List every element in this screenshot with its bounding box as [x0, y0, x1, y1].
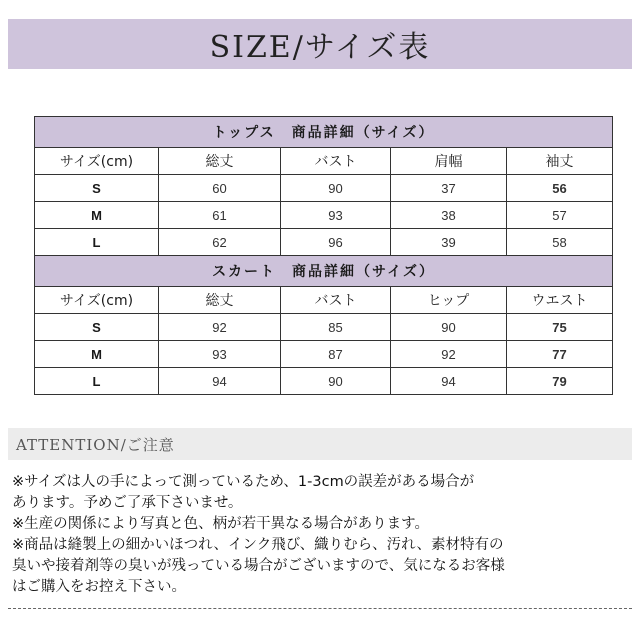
value-cell: 37: [391, 175, 507, 202]
table-row: [35, 314, 613, 341]
note-line: あります。予めご了承下さいませ。: [12, 495, 243, 511]
value-cell: 94: [391, 368, 507, 395]
value-cell: 75: [507, 314, 613, 341]
attention-header: [8, 428, 632, 460]
value-cell: 56: [507, 175, 613, 202]
tops-section-row: [35, 117, 613, 148]
column-header: ヒップ: [391, 287, 507, 314]
size-cell: L: [35, 229, 159, 256]
value-cell: 92: [159, 314, 281, 341]
column-header: ウエスト: [507, 287, 613, 314]
table-row: [35, 202, 613, 229]
column-header: 総丈: [159, 287, 281, 314]
note-line: ※生産の関係により写真と色、柄が若干異なる場合があります。: [12, 516, 429, 532]
column-header: バスト: [281, 287, 391, 314]
value-cell: 61: [159, 202, 281, 229]
value-cell: 57: [507, 202, 613, 229]
size-cell: M: [35, 202, 159, 229]
size-cell: S: [35, 175, 159, 202]
value-cell: 92: [391, 341, 507, 368]
page-title: SIZE/サイズ表: [209, 30, 431, 65]
size-cell: M: [35, 341, 159, 368]
tops-section-title: トップス 商品詳細（サイズ）: [35, 117, 613, 148]
value-cell: 77: [507, 341, 613, 368]
size-table: [34, 116, 613, 395]
size-cell: L: [35, 368, 159, 395]
value-cell: 90: [281, 368, 391, 395]
column-header: サイズ(cm): [35, 287, 159, 314]
column-header: 総丈: [159, 148, 281, 175]
value-cell: 62: [159, 229, 281, 256]
tops-header-row: [35, 148, 613, 175]
column-header: 袖丈: [507, 148, 613, 175]
table-row: [35, 368, 613, 395]
value-cell: 90: [391, 314, 507, 341]
column-header: サイズ(cm): [35, 148, 159, 175]
value-cell: 93: [159, 341, 281, 368]
skirt-header-row: [35, 287, 613, 314]
value-cell: 93: [281, 202, 391, 229]
value-cell: 79: [507, 368, 613, 395]
note-line: はご購入をお控え下さい。: [12, 579, 186, 595]
value-cell: 87: [281, 341, 391, 368]
table-row: [35, 229, 613, 256]
table-row: [35, 175, 613, 202]
value-cell: 60: [159, 175, 281, 202]
note-line: ※サイズは人の手によって測っているため、1-3cmの誤差がある場合が: [12, 474, 475, 490]
column-header: バスト: [281, 148, 391, 175]
note-line: ※商品は縫製上の細かいほつれ、インク飛び、織りむら、汚れ、素材特有の: [12, 537, 504, 553]
size-cell: S: [35, 314, 159, 341]
attention-title: ATTENTION/ご注意: [16, 435, 175, 454]
value-cell: 85: [281, 314, 391, 341]
column-header: 肩幅: [391, 148, 507, 175]
skirt-section-row: [35, 256, 613, 287]
note-line: 臭いや接着剤等の臭いが残っている場合がございますので、気になるお客様: [12, 558, 505, 574]
value-cell: 94: [159, 368, 281, 395]
value-cell: 58: [507, 229, 613, 256]
attention-notes: [12, 472, 632, 598]
value-cell: 38: [391, 202, 507, 229]
title-banner: [8, 19, 632, 69]
skirt-section-title: スカート 商品詳細（サイズ）: [35, 256, 613, 287]
dashed-divider: [8, 608, 632, 609]
value-cell: 96: [281, 229, 391, 256]
value-cell: 39: [391, 229, 507, 256]
table-row: [35, 341, 613, 368]
value-cell: 90: [281, 175, 391, 202]
